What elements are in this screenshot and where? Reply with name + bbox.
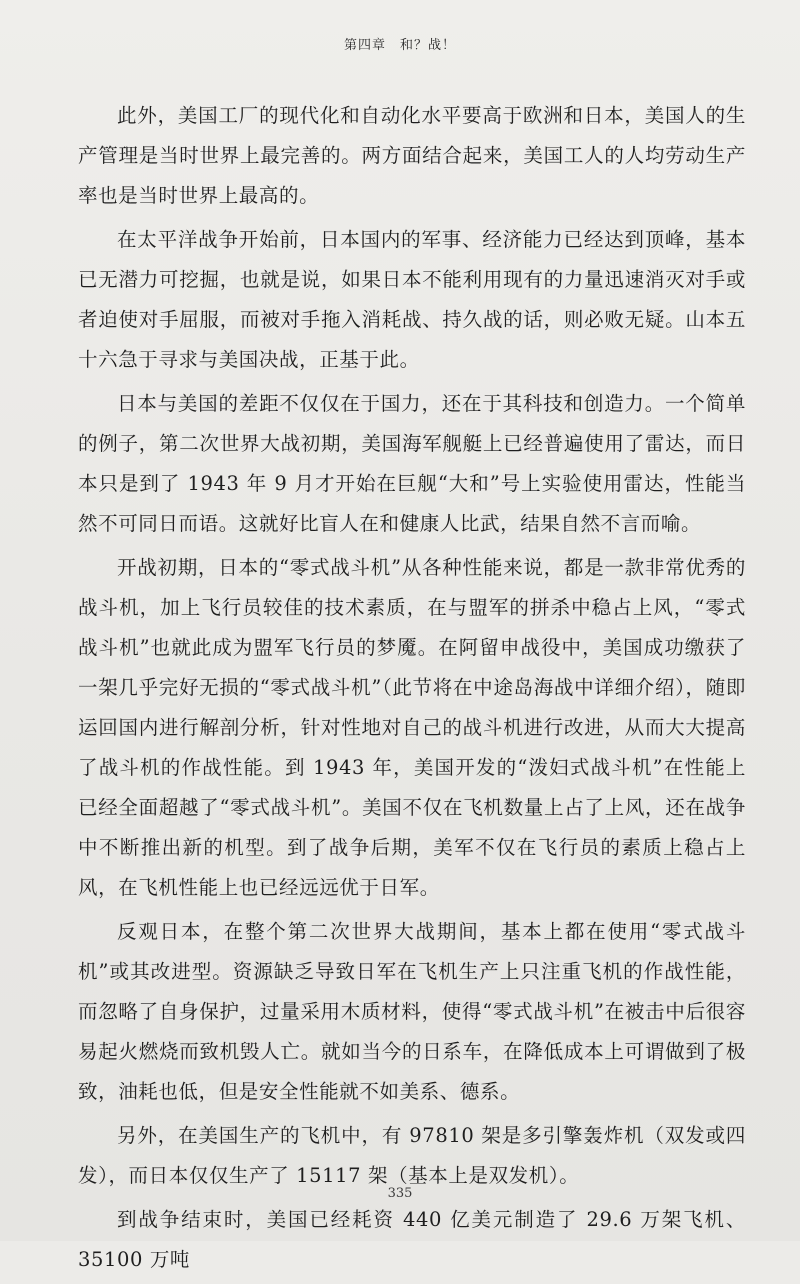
body-text: [78, 96, 746, 1284]
paragraph-2: 在太平洋战争开始前，日本国内的军事、经济能力已经达到顶峰，基本已无潜力可挖掘，也就是说，如果日本不能利用现有的力量迅速消灭对手或者迫使对手屈服，而被对手拖入消耗战、持久战的话，则必败无疑。山本五十六急于寻求与美国决战，正基于此。: [78, 228, 746, 371]
paragraph-5: 反观日本，在整个第二次世界大战期间，基本上都在使用“零式战斗机”或其改进型。资源缺乏导致日军在飞机生产上只注重飞机的作战性能，而忽略了自身保护，过量采用木质材料，使得“零式战斗机”在被击中后很容易起火燃烧而致机毁人亡。就如当今的日系车，在降低成本上可谓做到了极致，油耗也低，但是安全性能就不如美系、德系。: [78, 920, 746, 1103]
page-number: 335: [387, 1186, 413, 1201]
paragraph-4: 开战初期，日本的“零式战斗机”从各种性能来说，都是一款非常优秀的战斗机，加上飞行员较佳的技术素质，在与盟军的拼杀中稳占上风，“零式战斗机”也就此成为盟军飞行员的梦魇。在阿留申战役中，美国成功缴获了一架几乎完好无损的“零式战斗机”（此节将在中途岛海战中详细介绍），随即运回国内进行解剖分析，针对性地对自己的战斗机进行改进，从而大大提高了战斗机的作战性能。到 1943 年，美国开发的“泼妇式战斗机”在性能上已经全面超越了“零式战斗机”。美国不仅在飞机数量上占了上风，还在战争中不断推出新的机型。到了战争后期，美军不仅在飞行员的素质上稳占上风，在飞机性能上也已经远远优于日军。: [78, 556, 746, 899]
paragraph-7: 到战争结束时，美国已经耗资 440 亿美元制造了 29.6 万架飞机、35100 万吨: [78, 1208, 746, 1271]
paragraph-1: 此外，美国工厂的现代化和自动化水平要高于欧洲和日本，美国人的生产管理是当时世界上最完善的。两方面结合起来，美国工人的人均劳动生产率也是当时世界上最高的。: [78, 104, 746, 207]
paragraph-6: 另外，在美国生产的飞机中，有 97810 架是多引擎轰炸机（双发或四发），而日本仅仅生产了 15117 架（基本上是双发机）。: [78, 1124, 746, 1187]
chapter-running-head: 第四章 和？战！: [343, 38, 456, 53]
paragraph-3: 日本与美国的差距不仅仅在于国力，还在于其科技和创造力。一个简单的例子，第二次世界大战初期，美国海军舰艇上已经普遍使用了雷达，而日本只是到了 1943 年 9 月才开始在巨舰“大和”号上实验使用雷达，性能当然不可同日而语。这就好比盲人在和健康人比武，结果自然不言而喻。: [78, 392, 746, 535]
